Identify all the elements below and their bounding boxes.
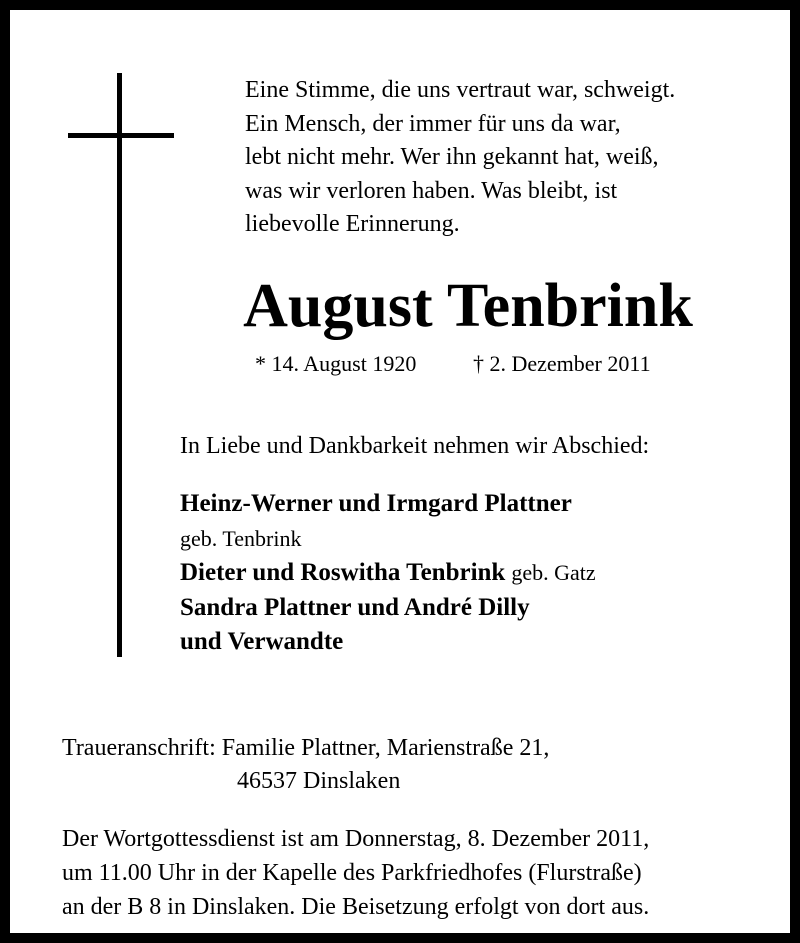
family-list	[180, 487, 596, 660]
poem-line: Ein Mensch, der immer für uns da war,	[245, 110, 621, 137]
deceased-name: August Tenbrink	[243, 272, 693, 340]
service-line: an der B 8 in Dinslaken. Die Beisetzung erfolgt von dort aus.	[62, 894, 650, 920]
cross-icon-bar	[68, 133, 174, 138]
poem-line: Eine Stimme, die uns vertraut war, schweigt.	[245, 77, 676, 103]
address-line: Traueranschrift: Familie Plattner, Marienstraße 21,	[62, 735, 550, 761]
family-nee: geb. Gatz	[511, 560, 596, 585]
birth-date: * 14. August 1920	[255, 351, 417, 376]
mourning-address	[62, 732, 549, 798]
poem-line: was wir verloren haben. Was bleibt, ist	[245, 177, 618, 204]
address-line: 46537 Dinslaken	[237, 768, 401, 794]
death-date: † 2. Dezember 2011	[473, 351, 651, 376]
family-line: Sandra Plattner und André Dilly	[180, 593, 530, 621]
family-nee: geb. Tenbrink	[180, 525, 302, 551]
cross-icon	[117, 73, 122, 657]
service-line: Der Wortgottessdienst ist am Donnerstag, 8. Dezember 2011,	[62, 826, 650, 852]
family-line: und Verwandte	[180, 628, 344, 655]
poem	[245, 74, 675, 242]
service-info	[62, 822, 649, 924]
family-line-group	[180, 556, 596, 591]
farewell-text: In Liebe und Dankbarkeit nehmen wir Abschied:	[180, 433, 650, 459]
service-line: um 11.00 Uhr in der Kapelle des Parkfriedhofes (Flurstraße)	[62, 860, 642, 886]
family-line: Dieter und Roswitha Tenbrink	[180, 559, 506, 586]
poem-line: liebevolle Erinnerung.	[245, 211, 460, 237]
poem-line: lebt nicht mehr. Wer ihn gekannt hat, weiß,	[245, 144, 659, 170]
family-line: Heinz-Werner und Irmgard Plattner	[180, 490, 572, 517]
